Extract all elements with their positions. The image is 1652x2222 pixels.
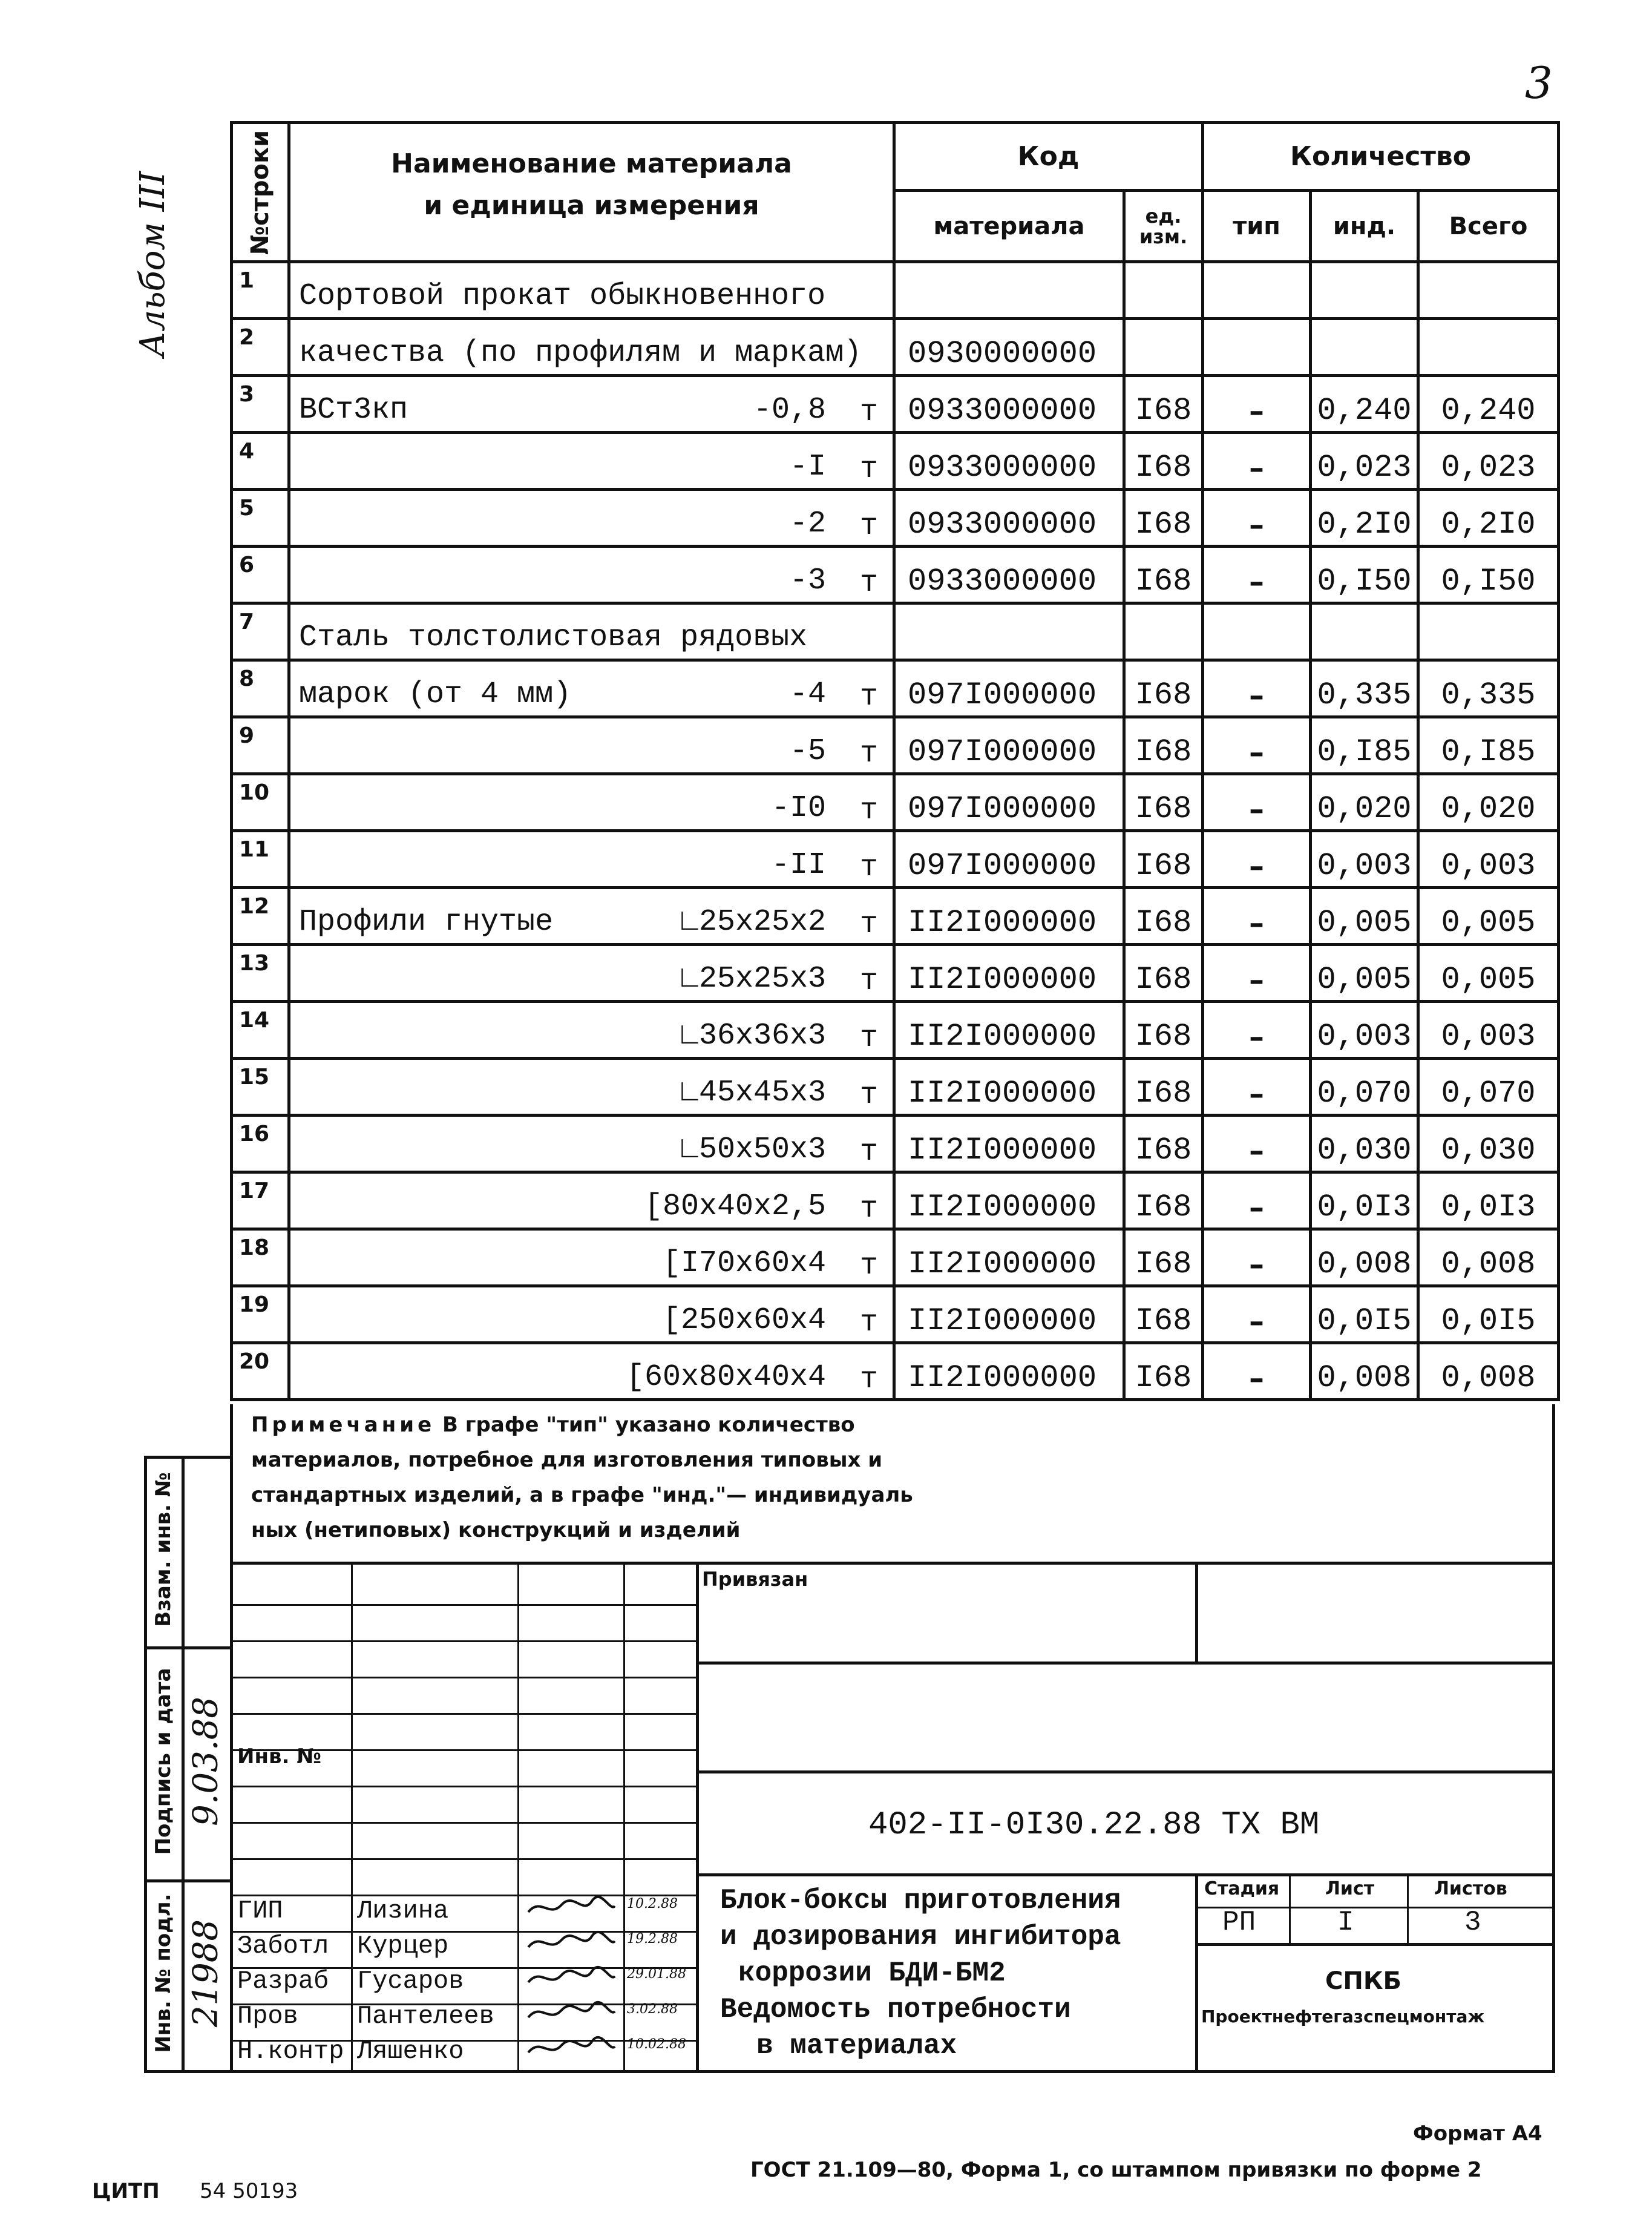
sheet-label: Лист (1325, 1878, 1375, 1899)
material-unit-mark: т (859, 737, 878, 771)
qty-total: 0,I50 (1418, 547, 1559, 603)
stage-value: РП (1222, 1907, 1256, 1938)
material-name: Сортовой прокат обыкновенного (299, 279, 826, 314)
table-row (232, 1172, 1559, 1229)
material-unit-mark: т (859, 1249, 878, 1283)
row-number: 17 (232, 1172, 289, 1229)
inv-podl-label: Инв. № подл. (151, 1893, 175, 2053)
material-size: ∟45x45x3 (680, 1076, 826, 1110)
qty-total: 0,240 (1418, 376, 1559, 433)
material-unit-mark: т (859, 509, 878, 544)
unit-code: I68 (1124, 1229, 1203, 1286)
material-unit-mark: т (859, 964, 878, 999)
qty-total: 0,I85 (1418, 717, 1559, 774)
unit-code (1124, 319, 1203, 376)
material-code: II2I000000 (894, 1116, 1124, 1172)
material-name: Профили гнутые (299, 905, 554, 939)
qty-ind (1311, 603, 1418, 660)
signer-role: Заботл (237, 1931, 329, 1961)
material-name-cell (289, 490, 894, 547)
material-size: -I0 (771, 791, 826, 826)
qty-type: – (1203, 1343, 1311, 1400)
table-row (232, 1343, 1559, 1400)
material-unit-mark: т (859, 566, 878, 600)
inv-podl-value: 21988 (186, 1919, 226, 2028)
material-name-cell (289, 1002, 894, 1059)
qty-ind: 0,020 (1311, 774, 1418, 831)
row-number: 19 (232, 1286, 289, 1343)
material-unit-mark: т (859, 794, 878, 828)
qty-ind: 0,335 (1311, 660, 1418, 717)
material-name: ВСт3кп (299, 393, 408, 427)
unit-code (1124, 603, 1203, 660)
material-size: ∟50x50x3 (680, 1132, 826, 1167)
row-number: 4 (232, 433, 289, 490)
signer-name: Пантелеев (357, 2002, 494, 2031)
qty-type: – (1203, 945, 1311, 1002)
material-size: ∟25x25x3 (680, 962, 826, 996)
row-number: 13 (232, 945, 289, 1002)
qty-total: 0,003 (1418, 831, 1559, 888)
qty-ind: 0,240 (1311, 376, 1418, 433)
unit-code: I68 (1124, 774, 1203, 831)
material-unit-mark: т (859, 1306, 878, 1340)
material-size: -3 (789, 564, 826, 598)
material-size: ∟25x25x2 (680, 905, 826, 939)
qty-ind: 0,003 (1311, 1002, 1418, 1059)
material-code: II2I000000 (894, 888, 1124, 945)
qty-total: 0,0I3 (1418, 1172, 1559, 1229)
qty-type: – (1203, 490, 1311, 547)
row-number: 10 (232, 774, 289, 831)
qty-ind: 0,2I0 (1311, 490, 1418, 547)
unit-code: I68 (1124, 1343, 1203, 1400)
row-number: 8 (232, 660, 289, 717)
table-row (232, 547, 1559, 603)
header-code-group: Код (894, 123, 1203, 191)
signer-name: Лизина (357, 1896, 449, 1925)
qty-type (1203, 603, 1311, 660)
sheets-value: 3 (1464, 1907, 1481, 1938)
qty-ind: 0,070 (1311, 1059, 1418, 1116)
material-name-cell (289, 376, 894, 433)
qty-total (1418, 262, 1559, 319)
table-row (232, 1286, 1559, 1343)
qty-type: – (1203, 1059, 1311, 1116)
unit-code: I68 (1124, 376, 1203, 433)
qty-total: 0,0I5 (1418, 1286, 1559, 1343)
material-size: -2 (789, 507, 826, 541)
signature-scribble (525, 2034, 616, 2061)
material-size: [80x40x2,5 (644, 1189, 826, 1224)
material-code: II2I000000 (894, 1343, 1124, 1400)
material-code: II2I000000 (894, 1229, 1124, 1286)
signer-name: Ляшенко (357, 2037, 464, 2066)
material-unit-mark: т (859, 850, 878, 885)
material-size: [250x60x4 (662, 1303, 826, 1338)
qty-type: – (1203, 660, 1311, 717)
qty-total: 0,005 (1418, 945, 1559, 1002)
material-unit-mark: т (859, 452, 878, 487)
material-code: 0930000000 (894, 319, 1124, 376)
table-row (232, 1229, 1559, 1286)
material-name-cell (289, 547, 894, 603)
qty-total: 0,008 (1418, 1229, 1559, 1286)
material-name-cell (289, 888, 894, 945)
note-block: Примечание В графе "тип" указано количество материалов, потребное для изготовления типовых и стандартных изделий, а в графе "инд."— индивидуаль ных (нетиповых) конструкций и изделий (251, 1413, 913, 1542)
qty-type: – (1203, 433, 1311, 490)
row-number: 3 (232, 376, 289, 433)
citp-label: ЦИТП (92, 2179, 160, 2203)
material-size: -5 (789, 734, 826, 769)
unit-code (1124, 262, 1203, 319)
signature-scribble (525, 1964, 616, 1991)
material-name-cell (289, 831, 894, 888)
header-name: Наименование материала и единица измерения (289, 123, 894, 262)
material-unit-mark: т (859, 1021, 878, 1056)
signer-date: 10.02.88 (627, 2037, 686, 2052)
row-number: 1 (232, 262, 289, 319)
signature-scribble (525, 1929, 616, 1956)
material-name-cell (289, 717, 894, 774)
unit-code: I68 (1124, 1059, 1203, 1116)
material-code: 097I000000 (894, 831, 1124, 888)
row-number: 11 (232, 831, 289, 888)
material-unit-mark: т (859, 680, 878, 714)
qty-type: – (1203, 774, 1311, 831)
qty-ind: 0,030 (1311, 1116, 1418, 1172)
podpis-data-label: Подпись и дата (151, 1668, 175, 1855)
material-name-cell (289, 1286, 894, 1343)
vzam-inv-label: Взам. инв. № (151, 1472, 175, 1627)
qty-type: – (1203, 547, 1311, 603)
unit-code: I68 (1124, 433, 1203, 490)
material-name-cell (289, 1172, 894, 1229)
material-size: [I70x60x4 (662, 1246, 826, 1281)
unit-code: I68 (1124, 490, 1203, 547)
header-row-no: №строки (232, 123, 289, 262)
qty-type: – (1203, 1002, 1311, 1059)
qty-type: – (1203, 717, 1311, 774)
format-label: Формат А4 (1413, 2122, 1542, 2146)
row-number: 12 (232, 888, 289, 945)
material-name: качества (по профилям и маркам) (299, 336, 862, 370)
material-unit-mark: т (859, 1078, 878, 1113)
order-number: 54 50193 (200, 2179, 298, 2203)
podpis-data-value: 9.03.88 (186, 1697, 226, 1826)
qty-total (1418, 603, 1559, 660)
material-name-cell (289, 319, 894, 376)
sheets-label: Листов (1434, 1878, 1507, 1899)
unit-code: I68 (1124, 1116, 1203, 1172)
materials-table (230, 121, 1560, 1401)
qty-total: 0,030 (1418, 1116, 1559, 1172)
qty-ind: 0,0I5 (1311, 1286, 1418, 1343)
row-number: 9 (232, 717, 289, 774)
qty-type: – (1203, 1286, 1311, 1343)
qty-total: 0,023 (1418, 433, 1559, 490)
table-row (232, 490, 1559, 547)
signature-scribble (525, 1999, 616, 2026)
table-row (232, 262, 1559, 319)
qty-total: 0,020 (1418, 774, 1559, 831)
table-row (232, 831, 1559, 888)
qty-type: – (1203, 831, 1311, 888)
material-name-cell (289, 603, 894, 660)
unit-code: I68 (1124, 945, 1203, 1002)
table-row (232, 376, 1559, 433)
material-name-cell (289, 660, 894, 717)
unit-code: I68 (1124, 1172, 1203, 1229)
signer-role: ГИП (237, 1896, 283, 1925)
gost-label: ГОСТ 21.109—80, Форма 1, со штампом привязки по форме 2 (750, 2158, 1482, 2182)
material-name: Сталь толстолистовая рядовых (299, 620, 808, 655)
qty-ind: 0,005 (1311, 888, 1418, 945)
material-size: -II (771, 848, 826, 883)
material-code: II2I000000 (894, 945, 1124, 1002)
material-code: 097I000000 (894, 660, 1124, 717)
signer-date: 3.02.88 (627, 2002, 678, 2017)
signer-date: 29.01.88 (627, 1967, 686, 1982)
doc-title: Блок-боксы приготовления и дозирования ингибитора коррозии БДИ-БМ2 Ведомость потребности в материалах (720, 1885, 1121, 2062)
signer-role: Н.контр (237, 2037, 344, 2066)
material-name-cell (289, 1116, 894, 1172)
qty-type (1203, 319, 1311, 376)
signer-role: Разраб (237, 1967, 329, 1996)
table-row (232, 888, 1559, 945)
org-full: Проектнефтегазспецмонтаж (1201, 2007, 1485, 2026)
qty-ind: 0,008 (1311, 1343, 1418, 1400)
material-code: 0933000000 (894, 490, 1124, 547)
sheet-value: I (1337, 1907, 1354, 1938)
table-row (232, 774, 1559, 831)
sheet-number: 3 (1525, 58, 1553, 108)
material-name-cell (289, 262, 894, 319)
privyazan-label: Привязан (702, 1568, 808, 1591)
material-size: -I (789, 450, 826, 484)
material-name-cell (289, 1229, 894, 1286)
signer-date: 19.2.88 (627, 1931, 678, 1947)
unit-code: I68 (1124, 660, 1203, 717)
material-size: -0,8 (753, 393, 826, 427)
row-number: 5 (232, 490, 289, 547)
qty-type (1203, 262, 1311, 319)
qty-ind: 0,003 (1311, 831, 1418, 888)
material-name-cell (289, 1059, 894, 1116)
material-code: II2I000000 (894, 1002, 1124, 1059)
qty-ind: 0,023 (1311, 433, 1418, 490)
header-code-material: материала (894, 191, 1124, 262)
unit-code: I68 (1124, 831, 1203, 888)
material-code (894, 603, 1124, 660)
row-number: 16 (232, 1116, 289, 1172)
qty-ind: 0,I85 (1311, 717, 1418, 774)
qty-ind: 0,I50 (1311, 547, 1418, 603)
header-qty-type: тип (1203, 191, 1311, 262)
material-code: 0933000000 (894, 433, 1124, 490)
qty-total: 0,070 (1418, 1059, 1559, 1116)
table-row (232, 660, 1559, 717)
qty-ind: 0,008 (1311, 1229, 1418, 1286)
table-row (232, 717, 1559, 774)
org-short: СПКБ (1325, 1967, 1402, 1995)
material-code: 097I000000 (894, 717, 1124, 774)
material-size: ∟36x36x3 (680, 1019, 826, 1053)
qty-type: – (1203, 888, 1311, 945)
unit-code: I68 (1124, 1286, 1203, 1343)
row-number: 7 (232, 603, 289, 660)
unit-code: I68 (1124, 888, 1203, 945)
qty-total: 0,2I0 (1418, 490, 1559, 547)
material-unit-mark: т (859, 1362, 878, 1397)
material-unit-mark: т (859, 907, 878, 942)
qty-total: 0,335 (1418, 660, 1559, 717)
header-qty-total: Всего (1418, 191, 1559, 262)
material-name-cell (289, 433, 894, 490)
table-row (232, 433, 1559, 490)
material-unit-mark: т (859, 1192, 878, 1226)
qty-type: – (1203, 1172, 1311, 1229)
qty-type: – (1203, 1116, 1311, 1172)
material-name-cell (289, 774, 894, 831)
row-number: 20 (232, 1343, 289, 1400)
material-name: марок (от 4 мм) (299, 677, 572, 712)
doc-code: 402-II-0I30.22.88 ТХ ВМ (868, 1807, 1320, 1844)
qty-ind: 0,0I3 (1311, 1172, 1418, 1229)
unit-code: I68 (1124, 547, 1203, 603)
material-unit-mark: т (859, 1135, 878, 1169)
row-number: 6 (232, 547, 289, 603)
table-row (232, 1002, 1559, 1059)
material-name-cell (289, 945, 894, 1002)
unit-code: I68 (1124, 717, 1203, 774)
header-qty-group: Количество (1203, 123, 1559, 191)
table-row (232, 945, 1559, 1002)
row-number: 2 (232, 319, 289, 376)
header-qty-ind: инд. (1311, 191, 1418, 262)
row-number: 14 (232, 1002, 289, 1059)
material-code: 0933000000 (894, 547, 1124, 603)
album-label: Альбом III (133, 171, 172, 357)
qty-total: 0,008 (1418, 1343, 1559, 1400)
material-code: 097I000000 (894, 774, 1124, 831)
qty-total: 0,003 (1418, 1002, 1559, 1059)
header-code-unit: ед. изм. (1124, 191, 1203, 262)
material-code: II2I000000 (894, 1172, 1124, 1229)
material-size: -4 (789, 677, 826, 712)
material-code: II2I000000 (894, 1059, 1124, 1116)
qty-ind (1311, 319, 1418, 376)
table-row (232, 1059, 1559, 1116)
table-row (232, 603, 1559, 660)
signer-name: Гусаров (357, 1967, 464, 1996)
row-number: 15 (232, 1059, 289, 1116)
inv-no-label: Инв. № (237, 1744, 322, 1769)
qty-total: 0,005 (1418, 888, 1559, 945)
material-size: [60x80x40x4 (626, 1360, 826, 1395)
table-row (232, 1116, 1559, 1172)
material-code (894, 262, 1124, 319)
material-name-cell (289, 1343, 894, 1400)
qty-ind (1311, 262, 1418, 319)
qty-type: – (1203, 1229, 1311, 1286)
qty-type: – (1203, 376, 1311, 433)
signature-scribble (525, 1894, 616, 1921)
stage-label: Стадия (1204, 1878, 1280, 1899)
qty-total (1418, 319, 1559, 376)
signer-date: 10.2.88 (627, 1896, 678, 1911)
material-code: 0933000000 (894, 376, 1124, 433)
material-unit-mark: т (859, 395, 878, 430)
signer-name: Курцер (357, 1931, 449, 1961)
material-code: II2I000000 (894, 1286, 1124, 1343)
table-row (232, 319, 1559, 376)
qty-ind: 0,005 (1311, 945, 1418, 1002)
unit-code: I68 (1124, 1002, 1203, 1059)
row-number: 18 (232, 1229, 289, 1286)
signer-role: Пров (237, 2002, 298, 2031)
